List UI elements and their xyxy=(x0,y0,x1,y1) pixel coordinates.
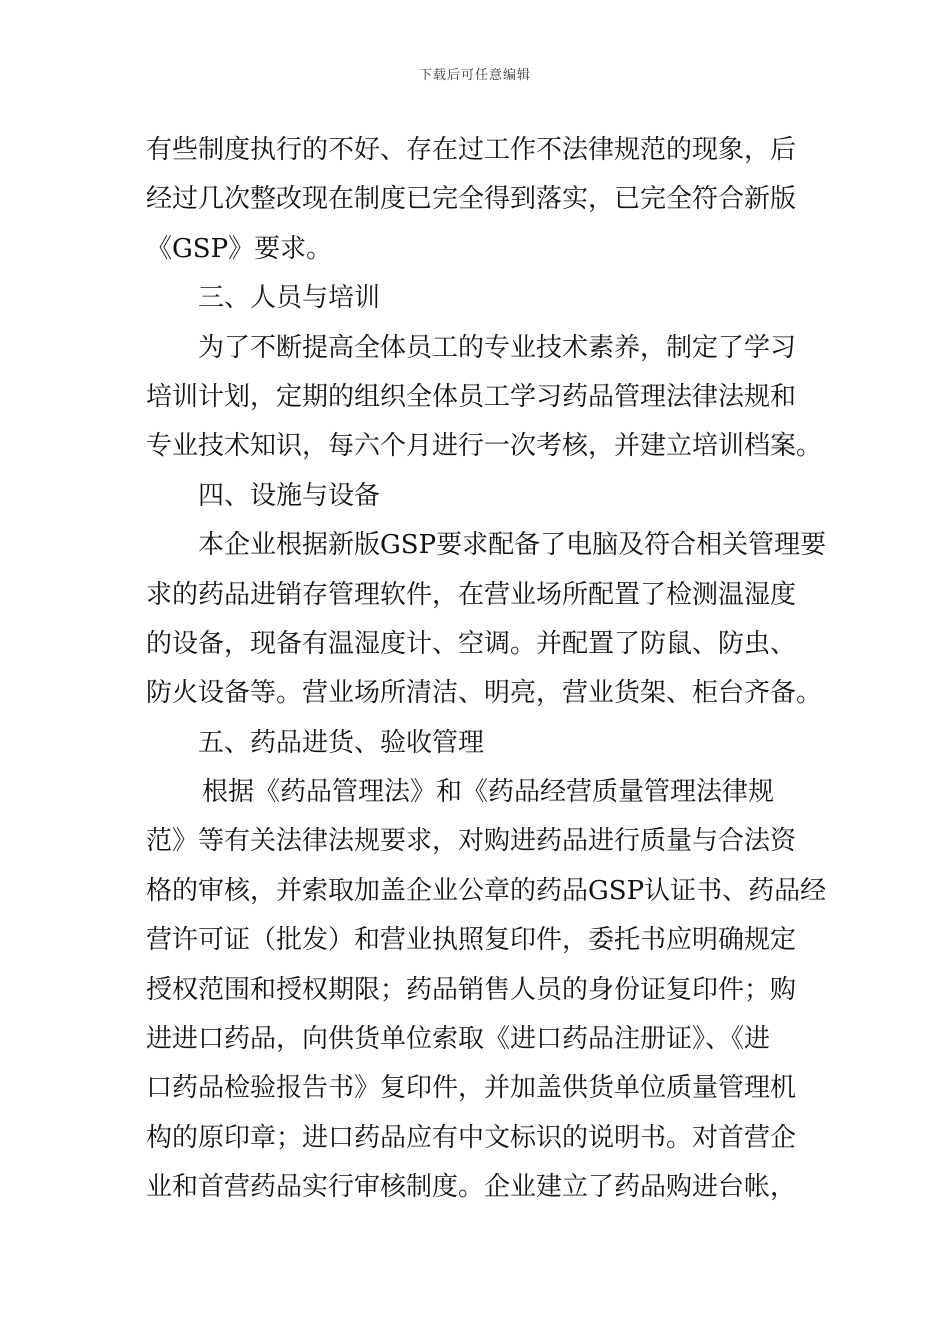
text-line: 构的原印章；进口药品应有中文标识的说明书。对首营企 xyxy=(146,1122,797,1153)
text-line: 进进口药品，向供货单位索取《进口药品注册证》、《进 xyxy=(146,1024,771,1055)
page-header: 下载后可任意编辑 xyxy=(418,68,531,83)
text-line: 培训计划，定期的组织全体员工学习药品管理法律法规和 xyxy=(146,381,797,412)
text-line: 防火设备等。营业场所清洁、明亮，营业货架、柜台齐备。 xyxy=(146,678,823,709)
text-line: 授权范围和授权期限；药品销售人员的身份证复印件；购 xyxy=(146,974,797,1005)
text-line: 为了不断提高全体员工的专业技术素养，制定了学习 xyxy=(198,332,797,363)
text-line: 范》等有关法律法规要求，对购进药品进行质量与合法资 xyxy=(146,826,797,857)
text-line: 口药品检验报告书》复印件，并加盖供货单位质量管理机 xyxy=(146,1073,797,1104)
section-heading: 四、设施与设备 xyxy=(198,480,381,511)
text-line: 的设备，现备有温湿度计、空调。并配置了防鼠、防虫、 xyxy=(146,628,797,659)
text-line: 业和首营药品实行审核制度。企业建立了药品购进台帐， xyxy=(146,1172,797,1203)
text-line: 有些制度执行的不好、存在过工作不法律规范的现象，后 xyxy=(146,135,797,165)
text-line: 专业技术知识，每六个月进行一次考核，并建立培训档案。 xyxy=(146,431,823,462)
document-body xyxy=(146,126,827,1213)
section-heading: 五、药品进货、验收管理 xyxy=(198,727,485,758)
text-line: 本企业根据新版GSP要求配备了电脑及符合相关管理要 xyxy=(198,530,827,561)
text-line: 格的审核，并索取加盖企业公章的药品GSP认证书、药品经 xyxy=(146,875,827,906)
section-heading: 三、人员与培训 xyxy=(198,283,381,314)
text-line: 根据《药品管理法》和《药品经营质量管理法律规 xyxy=(202,777,775,808)
text-line: 经过几次整改现在制度已完全得到落实，已完全符合新版 xyxy=(146,184,797,215)
text-line: 《GSP》要求。 xyxy=(146,233,333,264)
text-line: 求的药品进销存管理软件，在营业场所配置了检测温湿度 xyxy=(146,579,797,610)
text-line: 营许可证（批发）和营业执照复印件，委托书应明确规定 xyxy=(146,925,797,956)
